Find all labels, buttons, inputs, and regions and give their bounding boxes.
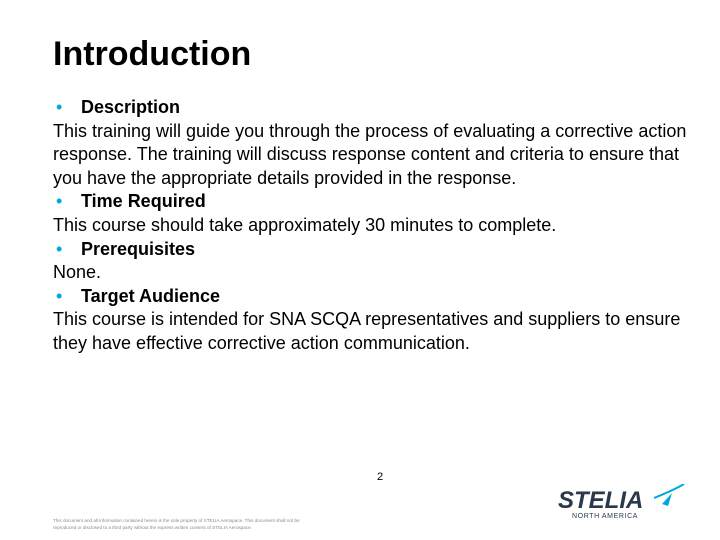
disclaimer-line-2: reproduced or disclosed to a third party without the express written consent of STELIA Aerospace. [53, 525, 252, 530]
bullet-icon: • [56, 191, 63, 212]
stelia-logo [558, 484, 688, 520]
disclaimer-line-1: This document and all information contained herein is the sole property of STELIA Aerospace. This document shall not be [53, 518, 300, 523]
section-heading-label: Time Required [81, 191, 206, 212]
logo-subtext: NORTH AMERICA [572, 513, 639, 520]
bullet-icon: • [56, 238, 63, 259]
section-body-target-audience: This course is intended for SNA SCQA representatives and suppliers to ensure they have effective corrective action communication. [53, 309, 681, 353]
section-heading-time-required [53, 190, 693, 214]
logo-wordmark: STELIA [558, 487, 644, 514]
page-number: 2 [376, 471, 384, 483]
section-body-time-required: This course should take approximately 30 minutes to complete. [53, 214, 557, 235]
section-heading-label: Target Audience [81, 285, 221, 306]
slide-content [53, 96, 693, 356]
slide-title: Introduction [53, 35, 252, 73]
section-body-prerequisites: None. [53, 262, 102, 283]
bullet-icon: • [56, 97, 63, 117]
logo-swoosh-icon [654, 484, 684, 498]
section-heading-description [53, 96, 693, 120]
section-heading-label: Description [81, 97, 181, 117]
footer-disclaimer [53, 517, 393, 531]
bullet-icon: • [56, 285, 63, 306]
section-body-description: This training will guide you through the process of evaluating a corrective action response. The training will discuss response content and criteria to ensure that you have the appropriate details provided in the response. [53, 120, 687, 188]
section-heading-label: Prerequisites [81, 238, 196, 259]
section-heading-target-audience [53, 285, 693, 309]
section-heading-prerequisites [53, 238, 693, 262]
stelia-logo-icon [558, 484, 688, 520]
